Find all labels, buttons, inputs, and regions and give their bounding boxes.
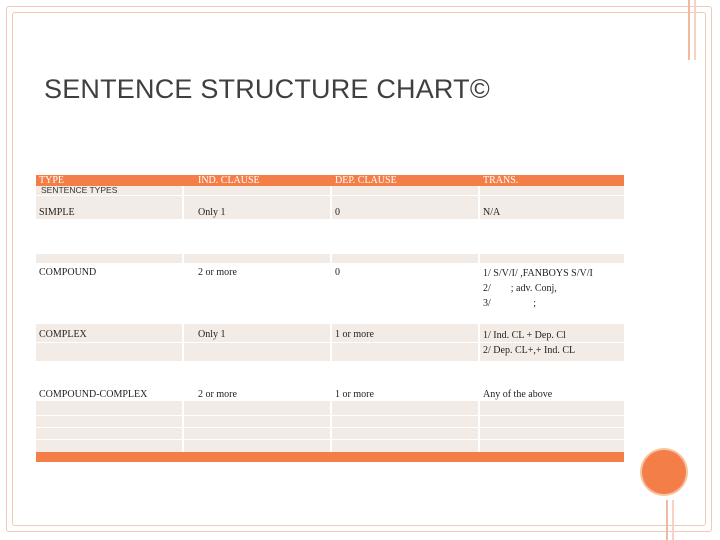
cell-dep-clause: 1 or more — [335, 329, 374, 340]
trans-line: 2/ Dep. CL+,+ Ind. CL — [483, 345, 576, 356]
header-ind-clause: IND. CLAUSE — [198, 175, 260, 186]
header-type: TYPE — [39, 175, 64, 186]
row-divider — [36, 439, 624, 440]
cell-type: COMPOUND — [39, 267, 97, 278]
decorative-line — [688, 0, 690, 60]
cell-ind-clause: Only 1 — [198, 329, 226, 340]
row-divider — [36, 219, 624, 220]
table-footer-bar — [36, 452, 624, 462]
trans-line: 1/ S/V/I/ ,FANBOYS S/V/I — [483, 268, 593, 279]
row-divider — [36, 342, 624, 343]
cell-dep-clause: 1 or more — [335, 389, 374, 400]
column-divider — [330, 186, 332, 452]
column-divider — [182, 186, 184, 452]
decorative-line — [694, 0, 696, 60]
header-dep-clause: DEP. CLAUSE — [335, 175, 397, 186]
cell-dep-clause: 0 — [335, 207, 340, 218]
header-trans: TRANS. — [483, 175, 519, 186]
trans-line: 3/ ; — [483, 298, 537, 309]
trans-line: 1/ Ind. CL + Dep. Cl — [483, 330, 566, 341]
cell-trans — [480, 266, 624, 321]
row-divider — [36, 427, 624, 428]
cell-dep-clause: 0 — [335, 267, 340, 278]
cell-type: COMPOUND-COMPLEX — [39, 389, 148, 400]
trans-line: Any of the above — [483, 389, 553, 400]
cell-ind-clause: Only 1 — [198, 207, 226, 218]
cell-type: SIMPLE — [39, 207, 75, 218]
row-divider — [36, 195, 624, 196]
sentence-structure-table — [36, 175, 624, 462]
table-header-row — [36, 175, 624, 186]
slide-title: SENTENCE STRUCTURE CHART© — [44, 74, 490, 104]
decorative-circle — [642, 450, 686, 494]
decorative-line — [666, 500, 668, 540]
row-divider — [36, 415, 624, 416]
cell-trans — [480, 328, 624, 368]
cell-trans — [480, 206, 624, 256]
cell-ind-clause: 2 or more — [198, 267, 237, 278]
subheading-sentence-types: SENTENCE TYPES — [41, 185, 118, 195]
cell-trans — [480, 388, 624, 408]
trans-line: 2/ ; adv. Conj, — [483, 283, 557, 294]
column-divider — [478, 186, 480, 452]
decorative-line — [672, 500, 674, 540]
row-divider — [36, 323, 624, 324]
trans-line: N/A — [483, 207, 501, 218]
cell-ind-clause: 2 or more — [198, 389, 237, 400]
cell-type: COMPLEX — [39, 329, 87, 340]
